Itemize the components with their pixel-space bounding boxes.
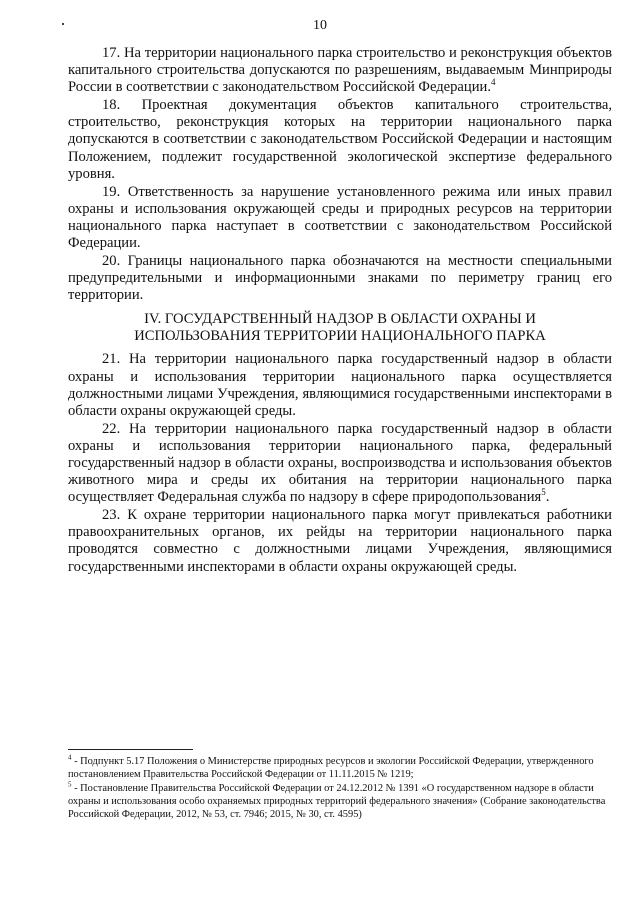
paragraph-22-text: 22. На территории национального парка государственный надзор в области охраны и использования территории национального парка, федеральный государственный надзор в области охраны, воспроизводства и использования объектов животного мира и среды их обитания на территории национального парка осуществляет Федеральная служба по надзору в сфере природопользования bbox=[68, 420, 612, 506]
footnote-4-marker: 4 bbox=[68, 753, 72, 762]
paragraph-17-text: 17. На территории национального парка строительство и реконструкция объектов капитального строительства допускаются по разрешениям, выдаваемым Минприроды России в соответствии с законодательством Российской Федерации. bbox=[68, 45, 612, 96]
footnote-separator bbox=[68, 749, 193, 750]
footnote-4 bbox=[68, 755, 614, 781]
paragraph-22 bbox=[68, 421, 612, 506]
paragraph-20: 20. Границы национального парка обозначаются на местности специальными предупредительными и информационными знаками по периметру границ его территории. bbox=[68, 253, 612, 304]
section-heading bbox=[68, 311, 612, 345]
footnote-ref-4[interactable]: 4 bbox=[491, 77, 496, 88]
paragraph-23: 23. К охране территории национального парка могут привлекаться работники правоохранительных органов, их рейды на территории национального парка проводятся совместно с должностными лицами Учреждения, являющимися государственными инспекторами в области охраны окружающей среды. bbox=[68, 507, 612, 575]
paragraph-17 bbox=[68, 45, 612, 96]
footnote-5-text: - Постановление Правительства Российской Федерации от 24.12.2012 № 1391 «О государственном надзоре в области охраны и использования особо охраняемых природных территорий федерального значения» (Собрание законодательства Российской Федерации, 2012, № 53, ст. 7946; 2015, № 30, ст. 4595) bbox=[68, 783, 606, 820]
footnote-5-marker: 5 bbox=[68, 780, 72, 789]
page-number: 10 bbox=[313, 18, 327, 33]
document-body bbox=[68, 45, 612, 577]
section-heading-line-2: ИСПОЛЬЗОВАНИЯ ТЕРРИТОРИИ НАЦИОНАЛЬНОГО ПАРКА bbox=[134, 328, 546, 345]
footnote-5 bbox=[68, 782, 614, 821]
footnotes bbox=[68, 755, 614, 822]
paragraph-22-tail: . bbox=[545, 489, 550, 506]
section-heading-line-1: IV. ГОСУДАРСТВЕННЫЙ НАДЗОР В ОБЛАСТИ ОХРАНЫ И bbox=[144, 311, 536, 328]
paragraph-21: 21. На территории национального парка государственный надзор в области охраны и использования территории национального парка осуществляется должностными лицами Учреждения, являющимися государственными инспекторами в области охраны окружающей среды. bbox=[68, 351, 612, 419]
footnote-4-text: - Подпункт 5.17 Положения о Министерстве природных ресурсов и экологии Российской Федерации, утвержденного постановлением Правительства Российской Федерации от 11.11.2015 № 1219; bbox=[68, 756, 594, 780]
footnote-ref-5[interactable]: 5 bbox=[541, 487, 546, 498]
paragraph-19: 19. Ответственность за нарушение установленного режима или иных правил охраны и использования окружающей среды и природных ресурсов на территории национального парка наступает в соответствии с законодательством Российской Федерации. bbox=[68, 183, 612, 252]
paragraph-18: 18. Проектная документация объектов капитального строительства, строительство, реконструкция которых на территории национального парка допускаются в соответствии с законодательством Российской Федерации и настоящим Положением, подлежит государственной экологической экспертизе федерального уровня. bbox=[68, 97, 612, 182]
